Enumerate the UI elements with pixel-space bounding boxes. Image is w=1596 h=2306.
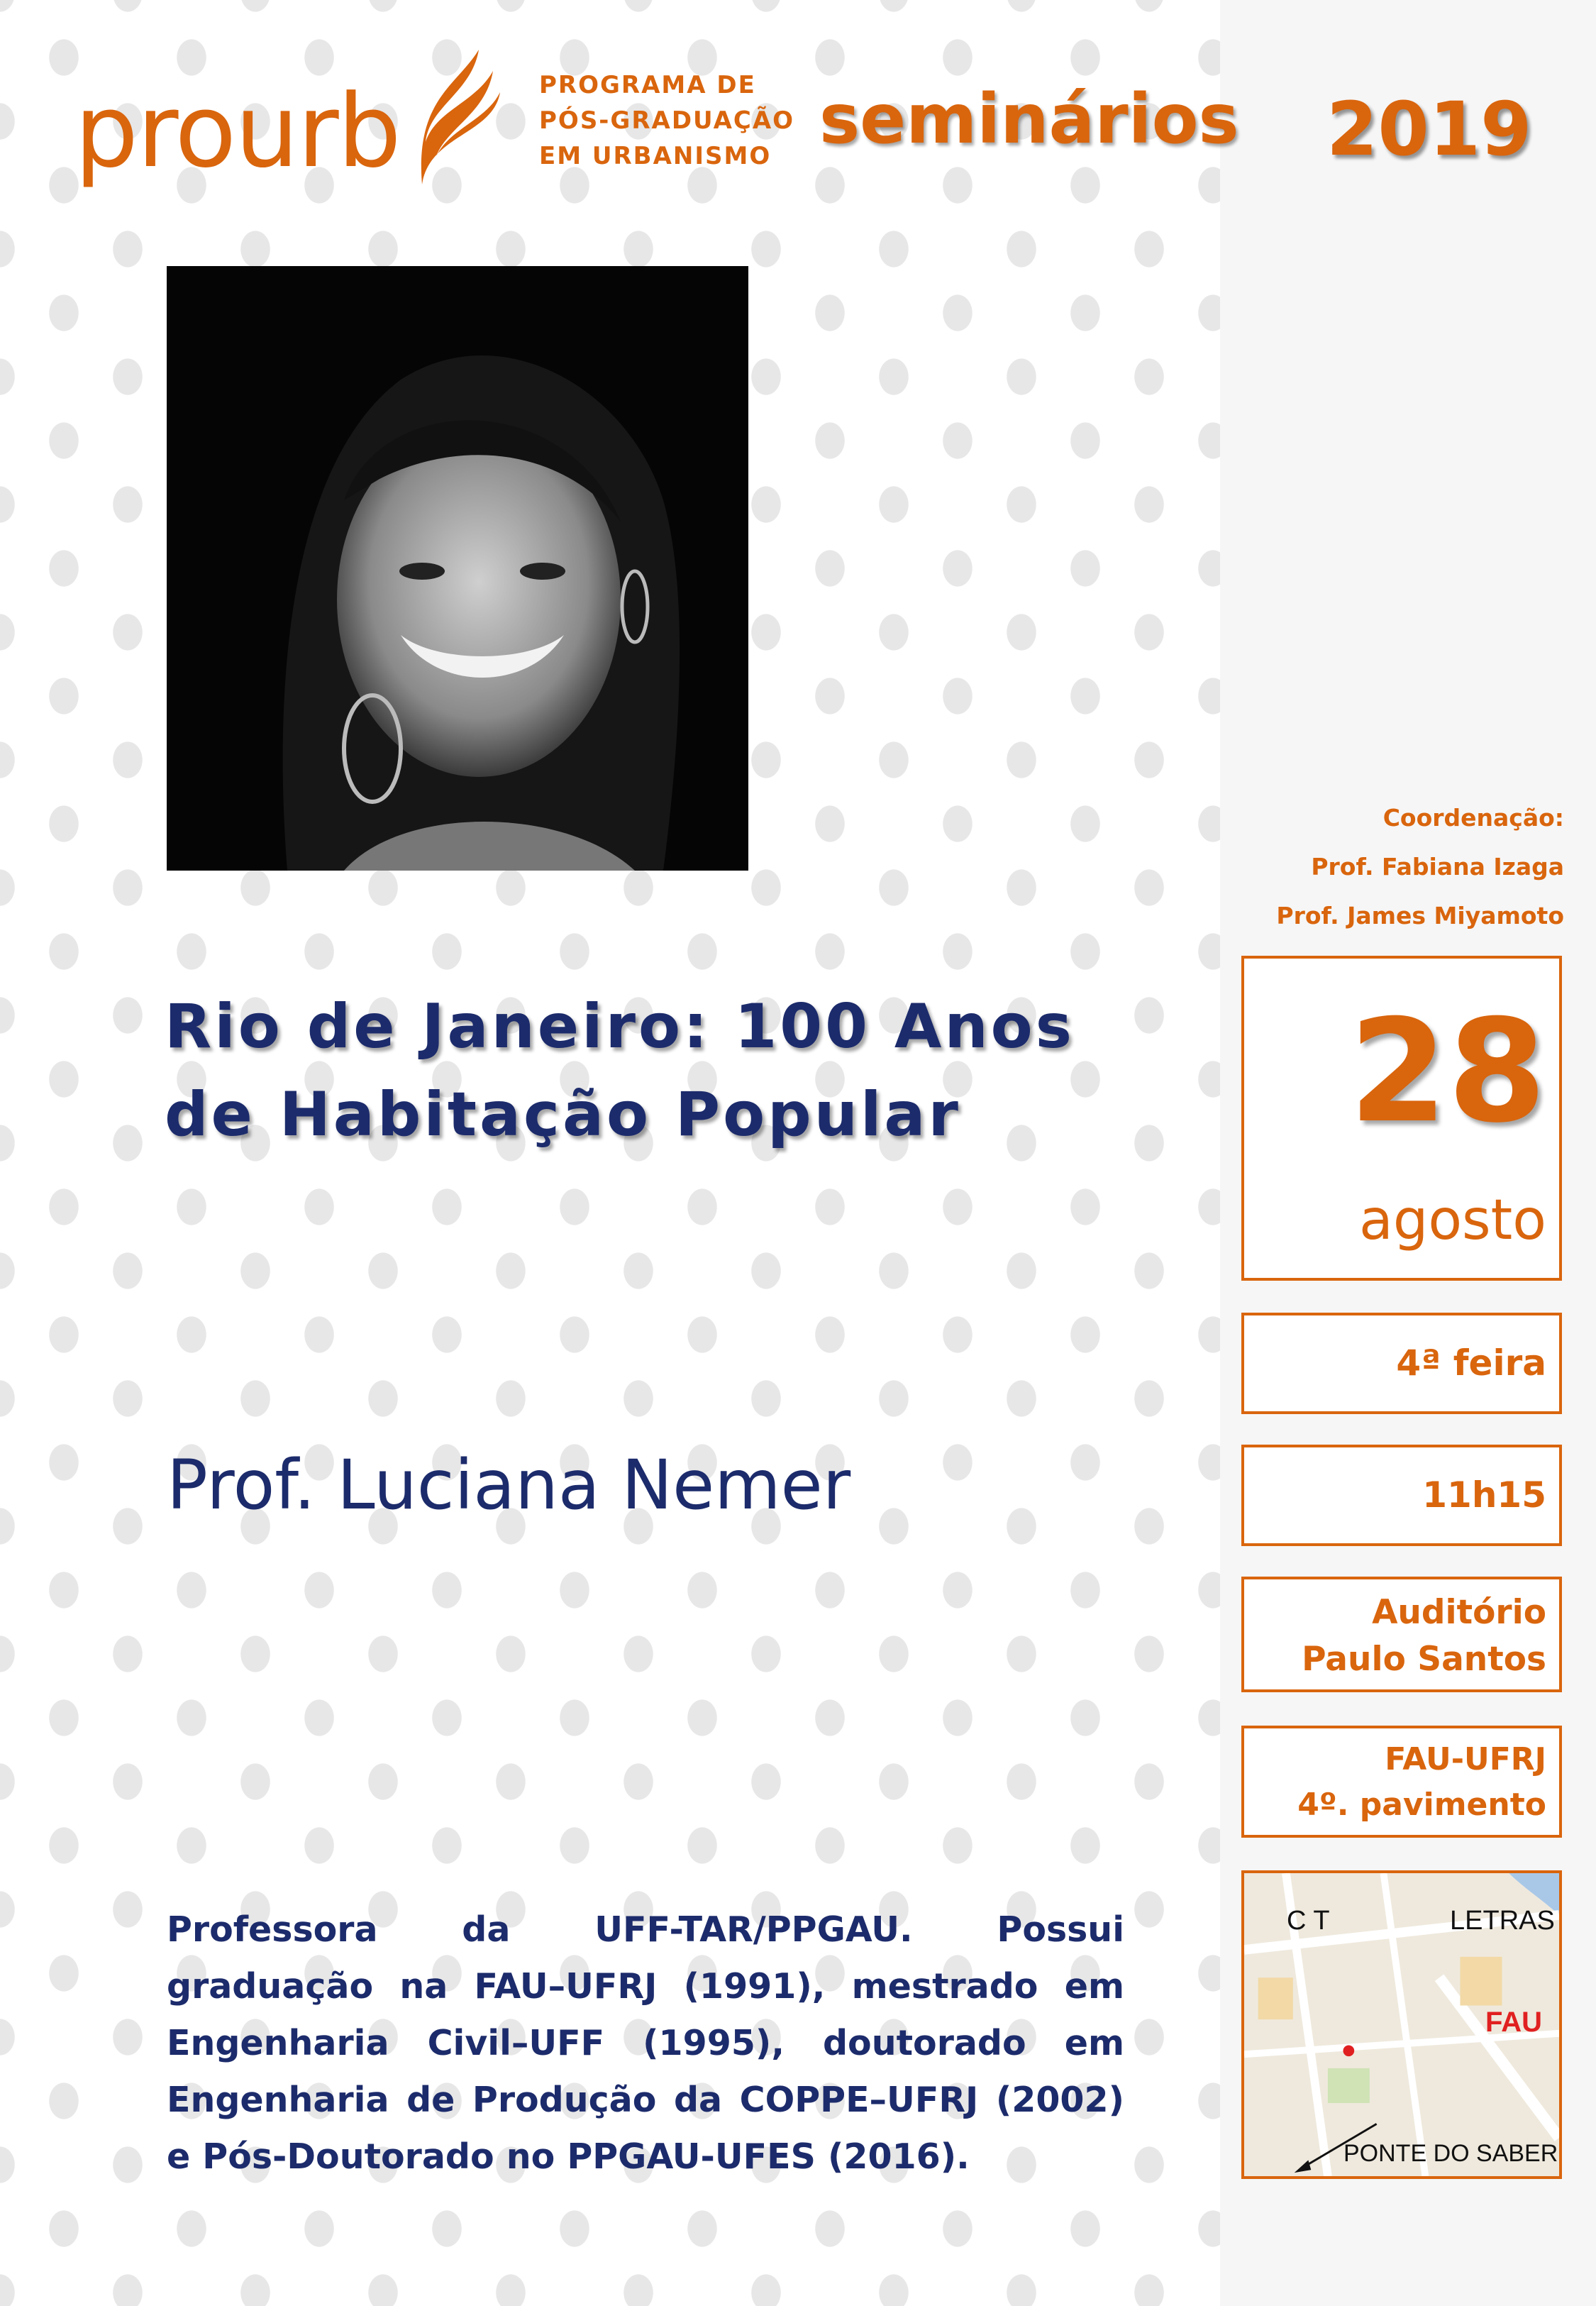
coordination-heading: Coordenação: bbox=[1382, 804, 1564, 832]
venue-line: Auditório bbox=[1372, 1593, 1546, 1632]
speaker-bio: Professora da UFF-TAR/PPGAU. Possui graduação na FAU–UFRJ (1991), mestrado em Engenharia Civil–UFF (1995), doutorado em Engenharia de Produção da COPPE–UFRJ (2002) e Pós-Doutorado no PPGAU-UFES (2016). bbox=[167, 1909, 1124, 2177]
venue-line: Paulo Santos bbox=[1302, 1640, 1546, 1679]
program-name bbox=[539, 67, 794, 174]
time-box bbox=[1241, 1445, 1562, 1546]
talk-title-line: Rio de Janeiro: 100 Anos bbox=[165, 991, 1075, 1062]
coordination-block bbox=[1276, 793, 1564, 940]
coordinator-name: Prof. James Miyamoto bbox=[1276, 902, 1564, 929]
speaker-portrait-image bbox=[167, 266, 748, 871]
program-line: EM URBANISMO bbox=[539, 142, 772, 170]
location-box bbox=[1241, 1726, 1562, 1838]
map-label-letras: LETRAS bbox=[1450, 1906, 1555, 1936]
event-weekday: 4ª feira bbox=[1396, 1342, 1546, 1384]
location-line: FAU-UFRJ bbox=[1385, 1741, 1546, 1777]
logo-wordmark: prourb bbox=[74, 73, 400, 190]
speaker-name: Prof. Luciana Nemer bbox=[167, 1445, 851, 1525]
date-box bbox=[1241, 956, 1562, 1281]
venue-box bbox=[1241, 1577, 1562, 1692]
prourb-logo bbox=[74, 67, 855, 202]
location-line: 4º. pavimento bbox=[1297, 1787, 1546, 1823]
map-label-ct: C T bbox=[1287, 1906, 1330, 1936]
map-label-ponte: PONTE DO SABER bbox=[1343, 2140, 1558, 2167]
location-text bbox=[1297, 1737, 1546, 1828]
series-title: seminários bbox=[819, 79, 1239, 159]
talk-title bbox=[165, 983, 1179, 1159]
venue-text bbox=[1302, 1589, 1546, 1683]
speaker-photo bbox=[167, 266, 748, 871]
program-line: PROGRAMA DE bbox=[539, 71, 756, 99]
event-day: 28 bbox=[1348, 989, 1546, 1154]
program-line: PÓS-GRADUAÇÃO bbox=[539, 106, 795, 135]
weekday-box bbox=[1241, 1313, 1562, 1414]
event-month: agosto bbox=[1359, 1188, 1546, 1252]
campus-map bbox=[1241, 1870, 1562, 2179]
talk-title-line: de Habitação Popular bbox=[165, 1079, 961, 1150]
series-year: 2019 bbox=[1326, 86, 1532, 172]
map-label-fau: FAU bbox=[1485, 2007, 1542, 2038]
logo-flame-icon bbox=[408, 50, 514, 192]
coordinator-name: Prof. Fabiana Izaga bbox=[1311, 853, 1564, 881]
event-time: 11h15 bbox=[1422, 1474, 1546, 1516]
